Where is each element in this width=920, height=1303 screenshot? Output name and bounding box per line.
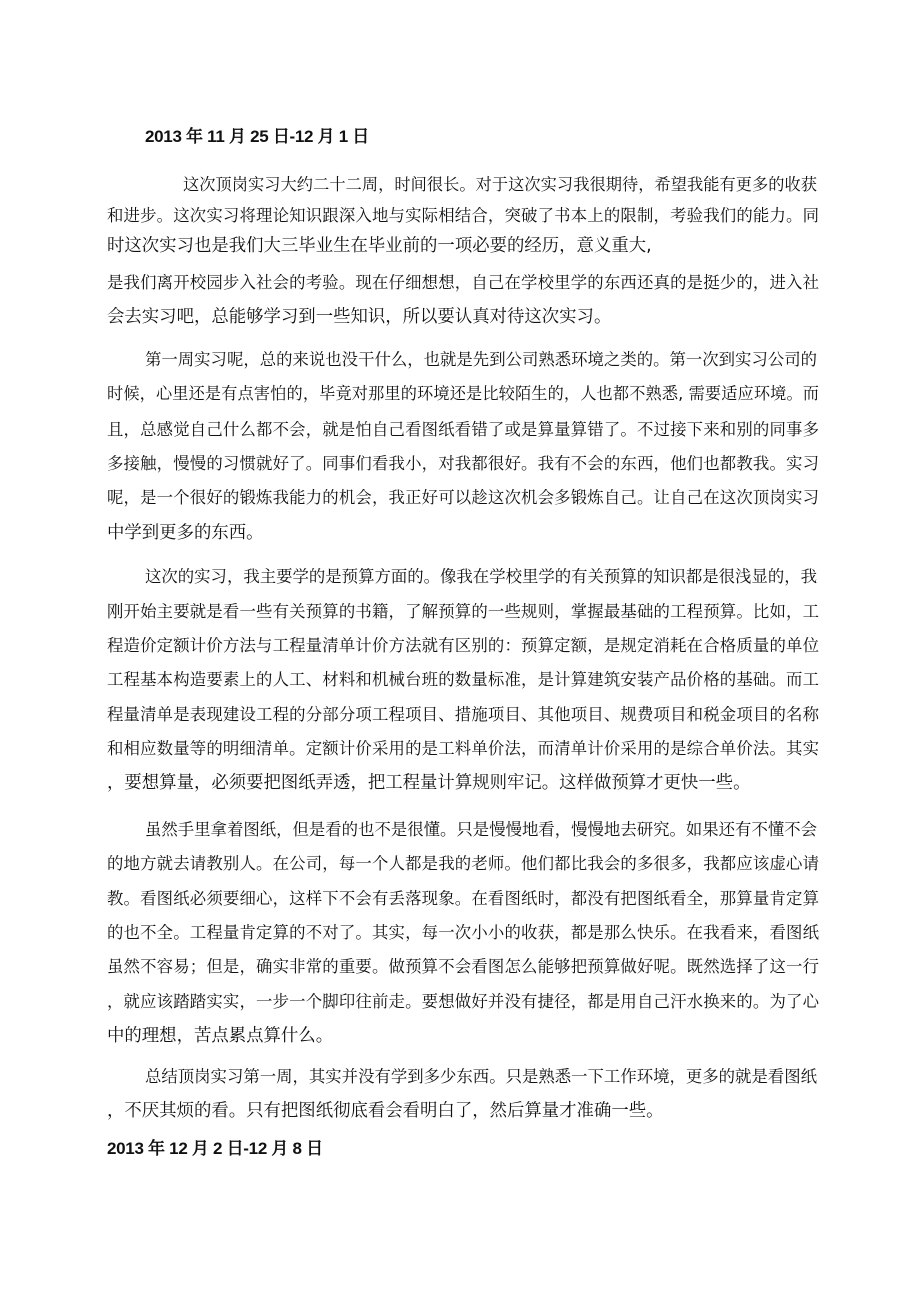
paragraph-line: ，要想算量，必须要把图纸弄透，把工程量计算规则牢记。这样做预算才更快一些。 <box>107 773 751 793</box>
paragraph-line: 的也不全。工程量肯定算的不对了。其实，每一次小小的收获，都是那么快乐。在我看来，看图纸 <box>107 923 819 942</box>
date-heading-week-2: 2013 年 12 月 2 日-12 月 8 日 <box>107 1139 323 1158</box>
paragraph-line: 和进步。这次实习将理论知识跟深入地与实际相结合，突破了书本上的限制，考验我们的能力。同 <box>107 206 819 225</box>
paragraph-line: 时候，心里还是有点害怕的，毕竟对那里的环境还是比较陌生的，人也都不熟悉, 需要适应环境。而 <box>107 384 819 403</box>
paragraph-line: 是我们离开校园步入社会的考验。现在仔细想想，自己在学校里学的东西还真的是挺少的，进入社 <box>107 273 819 292</box>
paragraph-line: ，就应该踏踏实实，一步一个脚印往前走。要想做好并没有捷径，都是用自己汗水换来的。为了心 <box>107 992 819 1011</box>
paragraph-line: 且，总感觉自己什么都不会，就是怕自己看图纸看错了或是算量算错了。不过接下来和别的同事多 <box>107 420 819 439</box>
paragraph-line: 多接触，慢慢的习惯就好了。同事们看我小，对我都很好。我有不会的东西，他们也都教我。实习 <box>107 454 819 473</box>
paragraph-line: 程量清单是表现建设工程的分部分项工程项目、措施项目、其他项目、规费项目和税金项目的名称 <box>107 705 819 724</box>
paragraph-line: 第一周实习呢，总的来说也没干什么，也就是先到公司熟悉环境之类的。第一次到实习公司的 <box>145 350 817 369</box>
paragraph-line: 呢，是一个很好的锻炼我能力的机会，我正好可以趁这次机会多锻炼自己。让自己在这次顶岗实习 <box>107 488 819 507</box>
paragraph-line: 虽然不容易；但是，确实非常的重要。做预算不会看图怎么能够把预算做好呢。既然选择了这一行 <box>107 957 819 976</box>
paragraph-line: 时这次实习也是我们大三毕业生在毕业前的一项必要的经历，意义重大, <box>107 236 652 256</box>
paragraph-line: 中学到更多的东西。 <box>107 523 264 543</box>
paragraph-line: 会去实习吧，总能够学习到一些知识，所以要认真对待这次实习。 <box>107 307 612 327</box>
paragraph-line: 这次的实习，我主要学的是预算方面的。像我在学校里学的有关预算的知识都是很浅显的，我 <box>145 567 817 586</box>
paragraph-line: 中的理想，苦点累点算什么。 <box>107 1026 334 1046</box>
paragraph-line: 工程基本构造要素上的人工、材料和机械台班的数量标准，是计算建筑安装产品价格的基础。而工 <box>107 670 819 689</box>
paragraph-line: 程造价定额计价方法与工程量清单计价方法就有区别的：预算定额，是规定消耗在合格质量的单位 <box>107 636 819 655</box>
paragraph-line: 总结顶岗实习第一周，其实并没有学到多少东西。只是熟悉一下工作环境，更多的就是看图纸 <box>145 1067 817 1086</box>
paragraph-line: 教。看图纸必须要细心，这样下不会有丢落现象。在看图纸时，都没有把图纸看全，那算量肯定算 <box>107 889 819 908</box>
paragraph-line: 这次顶岗实习大约二十二周，时间很长。对于这次实习我很期待，希望我能有更多的收获 <box>183 175 817 194</box>
paragraph-line: 虽然手里拿着图纸，但是看的也不是很懂。只是慢慢地看，慢慢地去研究。如果还有不懂不会 <box>145 820 817 839</box>
paragraph-line: ，不厌其烦的看。只有把图纸彻底看会看明白了，然后算量才准确一些。 <box>107 1101 664 1121</box>
date-heading-week-1: 2013 年 11 月 25 日-12 月 1 日 <box>145 127 370 146</box>
paragraph-line: 的地方就去请教别人。在公司，每一个人都是我的老师。他们都比我会的多很多，我都应该虚心请 <box>107 854 819 873</box>
paragraph-line: 刚开始主要就是看一些有关预算的书籍，了解预算的一些规则，掌握最基础的工程预算。比如，工 <box>107 602 819 621</box>
paragraph-line: 和相应数量等的明细清单。定额计价采用的是工料单价法，而清单计价采用的是综合单价法。其实 <box>107 739 819 758</box>
